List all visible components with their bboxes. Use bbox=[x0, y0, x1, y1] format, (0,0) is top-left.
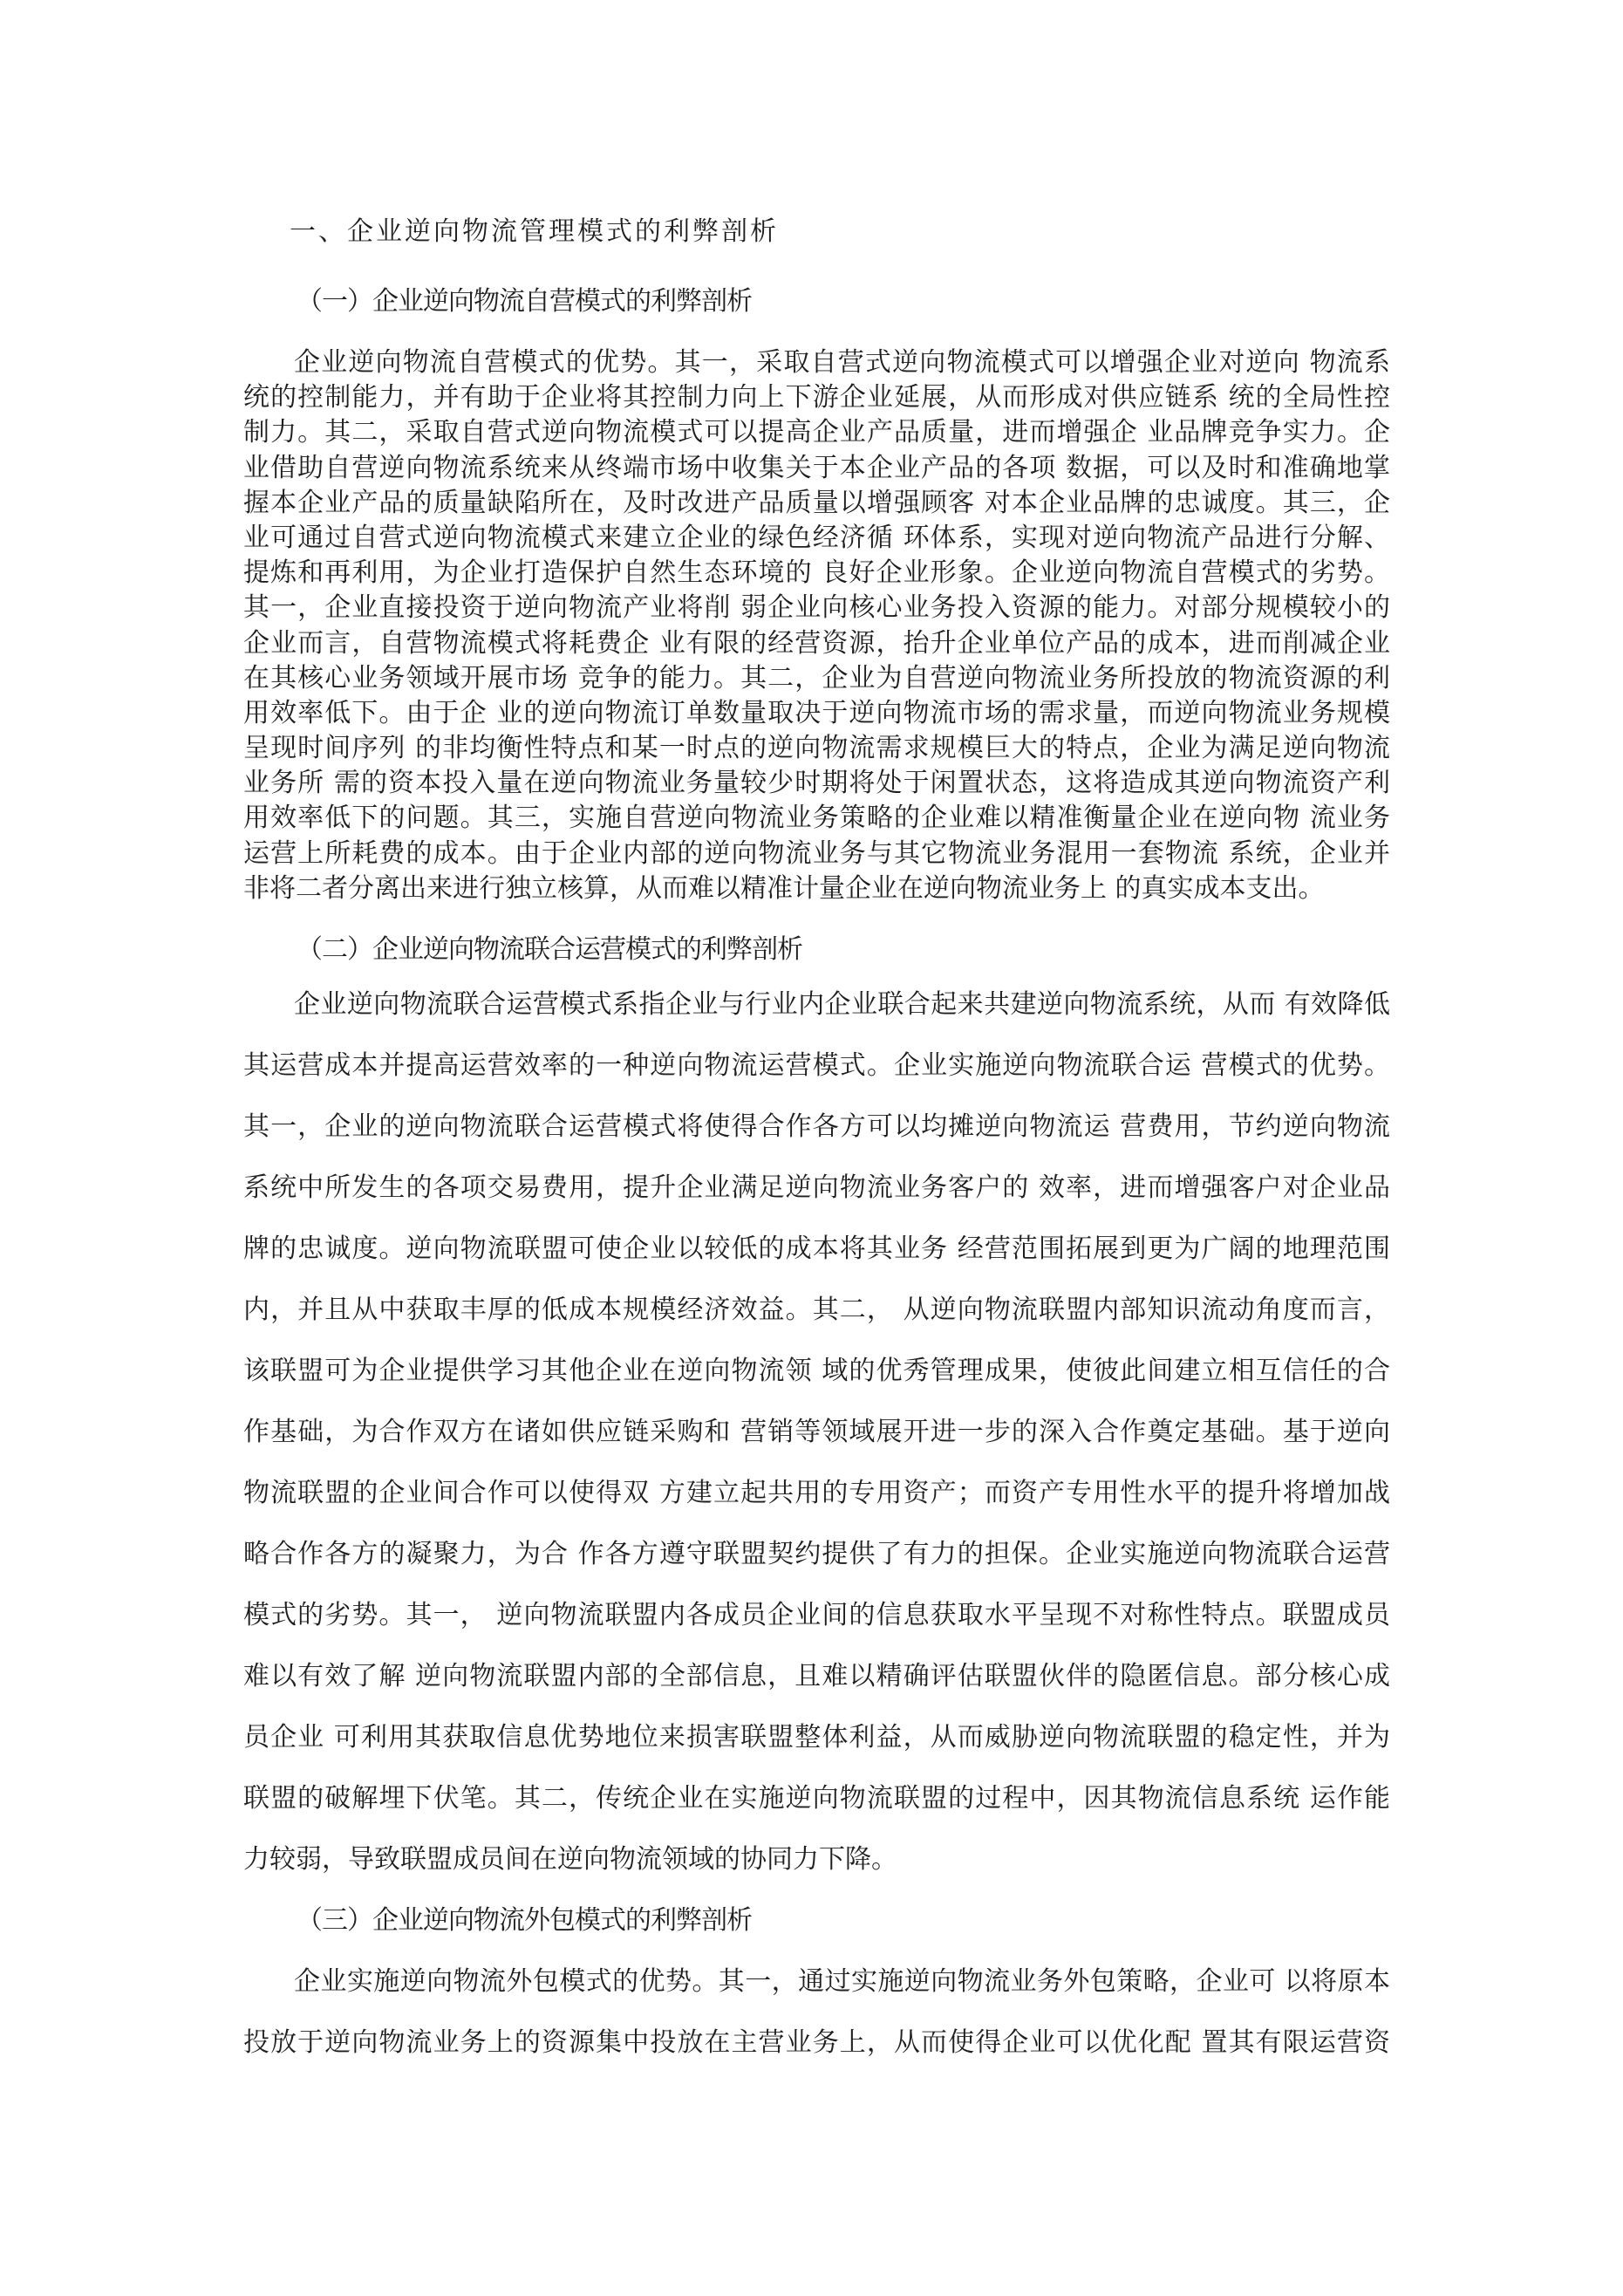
paragraph-line: 该联盟可为企业提供学习其他企业在逆向物流领 域的优秀管理成果，使彼此间建立相互信任的合 bbox=[243, 1356, 1390, 1386]
paragraph-line: 运营上所耗费的成本。由于企业内部的逆向物流业务与其它物流业务混用一套物流 系统，企业并 bbox=[243, 837, 1390, 869]
subsection-heading: （二）企业逆向物流联合运营模式的利弊剖析 bbox=[297, 934, 802, 965]
paragraph-line: 其一，企业直接投资于逆向物流产业将削 弱企业向核心业务投入资源的能力。对部分规模较小的 bbox=[243, 592, 1390, 624]
paragraph-line: 呈现时间序列 的非均衡性特点和某一时点的逆向物流需求规模巨大的特点，企业为满足逆向物流 bbox=[243, 733, 1390, 764]
paragraph-line: 其运营成本并提高运营效率的一种逆向物流运营模式。企业实施逆向物流联合运 营模式的优势。 bbox=[243, 1050, 1390, 1081]
paragraph-line: 业借助自营逆向物流系统来从终端市场中收集关于本企业产品的各项 数据，可以及时和准确地掌 bbox=[243, 452, 1390, 483]
paragraph-line: 统的控制能力，并有助于企业将其控制力向上下游企业延展，从而形成对供应链系 统的全局性控 bbox=[243, 382, 1390, 413]
paragraph-line: 系统中所发生的各项交易费用，提升企业满足逆向物流业务客户的 效率，进而增强客户对企业品 bbox=[243, 1172, 1390, 1203]
paragraph-line: 企业实施逆向物流外包模式的优势。其一，通过实施逆向物流业务外包策略，企业可 以将原本 bbox=[294, 1966, 1390, 1997]
paragraph-line: 业务所 需的资本投入量在逆向物流业务量较少时期将处于闲置状态，这将造成其逆向物流资产利 bbox=[243, 768, 1390, 799]
paragraph-line: 模式的劣势。其一， 逆向物流联盟内各成员企业间的信息获取水平呈现不对称性特点。联盟成员 bbox=[243, 1600, 1390, 1630]
paragraph-line: 握本企业产品的质量缺陷所在，及时改进产品质量以增强顾客 对本企业品牌的忠诚度。其三，企 bbox=[243, 487, 1390, 518]
paragraph-line: 物流联盟的企业间合作可以使得双 方建立起共用的专用资产；而资产专用性水平的提升将增加战 bbox=[243, 1478, 1390, 1508]
paragraph-line: 其一，企业的逆向物流联合运营模式将使得合作各方可以均摊逆向物流运 营费用，节约逆向物流 bbox=[243, 1111, 1390, 1142]
paragraph-line: 投放于逆向物流业务上的资源集中投放在主营业务上，从而使得企业可以优化配 置其有限运营资 bbox=[243, 2027, 1390, 2058]
paragraph-line: 牌的忠诚度。逆向物流联盟可使企业以较低的成本将其业务 经营范围拓展到更为广阔的地理范围 bbox=[243, 1233, 1390, 1264]
paragraph-line: 非将二者分离出来进行独立核算，从而难以精准计量企业在逆向物流业务上 的真实成本支出。 bbox=[243, 872, 1325, 904]
subsection-heading: （一）企业逆向物流自营模式的利弊剖析 bbox=[297, 286, 752, 317]
paragraph-line: 制力。其二，采取自营式逆向物流模式可以提高企业产品质量，进而增强企 业品牌竞争实力。企 bbox=[243, 417, 1390, 448]
paragraph-line: 作基础，为合作双方在诸如供应链采购和 营销等领域展开进一步的深入合作奠定基础。基于逆向 bbox=[243, 1417, 1390, 1447]
paragraph bbox=[243, 974, 1390, 1890]
paragraph-line: 用效率低下。由于企 业的逆向物流订单数量取决于逆向物流市场的需求量，而逆向物流业务规模 bbox=[243, 697, 1390, 728]
paragraph-line: 企业而言，自营物流模式将耗费企 业有限的经营资源，抬升企业单位产品的成本，进而削减企业 bbox=[243, 627, 1390, 659]
paragraph-line: 企业逆向物流自营模式的优势。其一，采取自营式逆向物流模式可以增强企业对逆向 物流系 bbox=[294, 347, 1390, 378]
paragraph-line: 难以有效了解 逆向物流联盟内部的全部信息，且难以精确评估联盟伙伴的隐匿信息。部分核心成 bbox=[243, 1661, 1390, 1691]
subsection-heading: （三）企业逆向物流外包模式的利弊剖析 bbox=[297, 1905, 752, 1936]
section-heading: 一、企业逆向物流管理模式的利弊剖析 bbox=[290, 216, 779, 247]
paragraph-line: 联盟的破解埋下伏笔。其二，传统企业在实施逆向物流联盟的过程中，因其物流信息系统 运作能 bbox=[243, 1783, 1390, 1814]
paragraph-line: 业可通过自营式逆向物流模式来建立企业的绿色经济循 环体系，实现对逆向物流产品进行分解、 bbox=[243, 522, 1390, 553]
paragraph-line: 内，并且从中获取丰厚的低成本规模经济效益。其二， 从逆向物流联盟内部知识流动角度而言， bbox=[243, 1295, 1390, 1325]
paragraph bbox=[243, 1951, 1390, 2074]
paragraph-line: 用效率低下的问题。其三，实施自营逆向物流业务策略的企业难以精准衡量企业在逆向物 流业务 bbox=[243, 803, 1390, 834]
paragraph-line: 力较弱，导致联盟成员间在逆向物流领域的协同力下降。 bbox=[243, 1844, 897, 1875]
paragraph-line: 在其核心业务领域开展市场 竞争的能力。其二，企业为自营逆向物流业务所投放的物流资源的利 bbox=[243, 662, 1390, 694]
paragraph-line: 提炼和再利用，为企业打造保护自然生态环境的 良好企业形象。企业逆向物流自营模式的劣势。 bbox=[243, 557, 1390, 589]
paragraph-line: 略合作各方的凝聚力，为合 作各方遵守联盟契约提供了有力的担保。企业实施逆向物流联合运营 bbox=[243, 1539, 1390, 1569]
paragraph bbox=[243, 345, 1390, 906]
paragraph-line: 员企业 可利用其获取信息优势地位来损害联盟整体利益，从而威胁逆向物流联盟的稳定性，并为 bbox=[243, 1722, 1390, 1753]
paragraph-line: 企业逆向物流联合运营模式系指企业与行业内企业联合起来共建逆向物流系统，从而 有效降低 bbox=[294, 989, 1390, 1020]
